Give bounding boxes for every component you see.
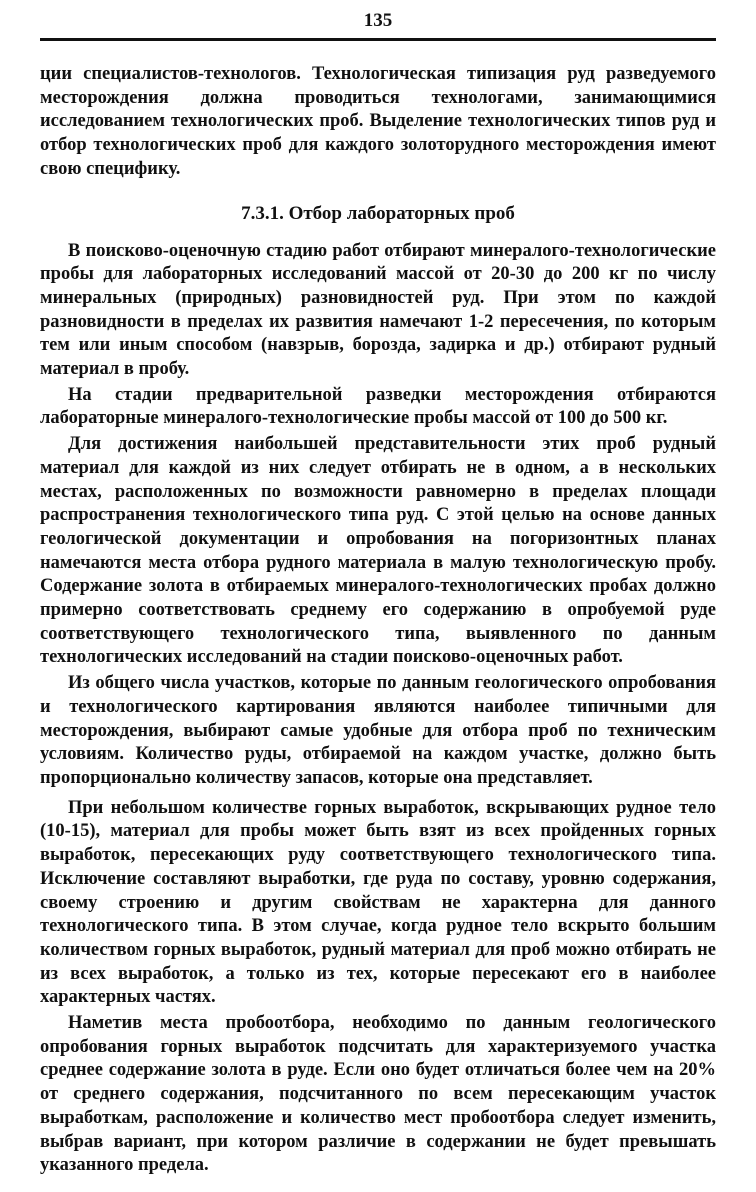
header-rule [40, 38, 716, 41]
body-paragraph-2: На стадии предварительной разведки месторождения отбираются лабораторные минералого-технологические пробы массой от 100 до 500 кг. [40, 384, 716, 429]
section-heading: 7.3.1. Отбор лабораторных проб [241, 202, 515, 224]
body-paragraph-4: Из общего числа участков, которые по данным геологического опробования и технологического картирования являются наиболее типичными для месторождения, выбирают самые удобные для отбора проб по техническим условиям. Количество руды, отбираемой на каждом участке, должно быть пропорционально количеству запасов, которые она представляет. [40, 673, 716, 788]
body-paragraph-3: Для достижения наибольшей представительности этих проб рудный материал для каждой из них следует отбирать не в одном, а в нескольких местах, расположенных по возможности равномерно в пределах площади распространения технологического типа руд. С этой целью на основе данных геологической документации и опробования на погоризонтных планах намечаются места отбора рудного материала в малую технологическую пробу. Содержание золота в отбираемых минералого-технологических пробах должно примерно соответствовать среднему его содержанию в опробуемой руде соответствующего технологического типа, выявленного по данным технологических исследований на стадии поисково-оценочных работ. [40, 434, 716, 668]
body-paragraph-1: В поисково-оценочную стадию работ отбирают минералого-технологические пробы для лабораторных исследований массой от 20-30 до 200 кг по числу минеральных (природных) разновидностей руд. При этом по каждой разновидности в пределах их развития намечают 1-2 пересечения, по которым тем или иным способом (навзрыв, борозда, задирка и др.) отбирают рудный материал в пробу. [40, 240, 716, 380]
intro-paragraph: ции специалистов-технологов. Технологическая типизация руд разведуемого месторождения должна проводиться технологами, занимающимися исследованием технологических проб. Выделение технологических типов руд и отбор технологических проб для каждого золоторудного месторождения имеют свою специфику. [40, 64, 716, 179]
book-page [40, 10, 716, 1178]
page-number: 135 [363, 10, 393, 31]
body-paragraph-6: Наметив места пробоотбора, необходимо по данным геологического опробования горных выработок подсчитать для характеризуемого участка среднее содержание золота в руде. Если оно будет отличаться более чем на 20% от среднего содержания, подсчитанного по всем пересекающим участок выработкам, расположение и количество мест пробоотбора следует изменить, выбрав вариант, при котором различие в содержании не будет превышать указанного предела. [40, 1013, 716, 1176]
body-paragraph-5: При небольшом количестве горных выработок, вскрывающих рудное тело (10-15), материал для пробы может быть взят из всех пройденных горных выработок, пересекающих руду соответствующего технологического типа. Исключение составляют выработки, где руда по составу, уровню содержания, своему строению и другим свойствам не характерна для данного технологического типа. В этом случае, когда рудное тело вскрыто большим количеством горных выработок, рудный материал для проб можно отбирать не из всех выработок, а только из тех, которые пересекают его в наиболее характерных частях. [40, 797, 716, 1008]
